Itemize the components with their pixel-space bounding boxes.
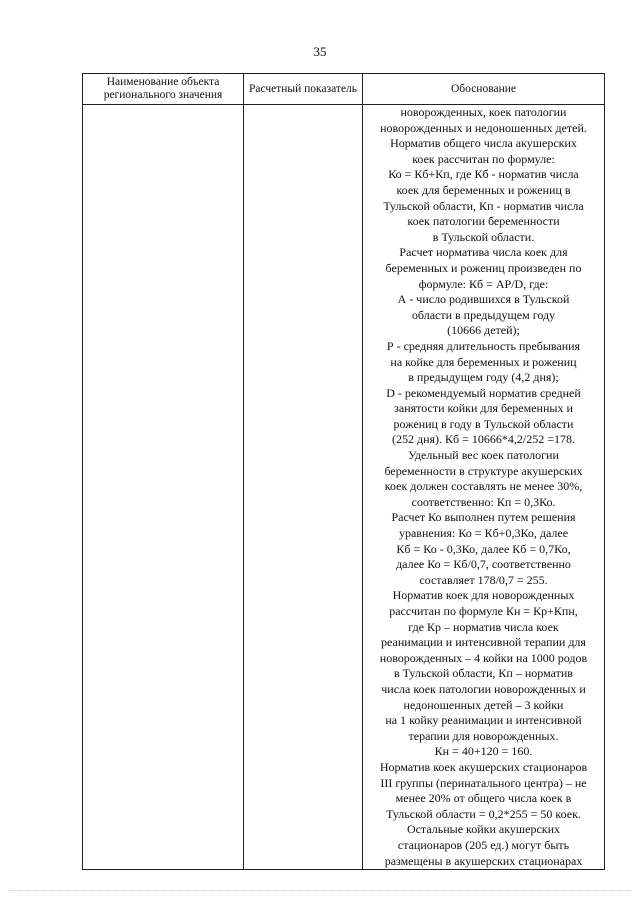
justification-line: в Тульской области. bbox=[432, 229, 535, 244]
justification-table bbox=[82, 73, 605, 870]
justification-line: реанимации и интенсивной терапии для bbox=[381, 635, 586, 650]
justification-line: формуле: Кб = АР/D, где: bbox=[418, 276, 549, 291]
justification-line: Расчет норматива числа коек для bbox=[399, 245, 568, 260]
justification-line: Ко = Кб+Кп, где Кб - норматив числа bbox=[388, 167, 579, 182]
justification-line: (252 дня). Кб = 10666*4,2/252 =178. bbox=[391, 432, 576, 447]
calculated-indicator-cell bbox=[244, 105, 363, 870]
justification-line: Удельный вес коек патологии bbox=[408, 448, 559, 463]
justification-line: коек должен составлять не менее 30%, bbox=[384, 479, 583, 494]
justification-line: Тульской области, Кп - норматив числа bbox=[383, 198, 584, 213]
justification-line: стационаров (205 ед.) могут быть bbox=[397, 837, 570, 852]
justification-line: Р - средняя длительность пребывания bbox=[386, 338, 581, 353]
justification-line: в предыдущем году (4,2 дня); bbox=[408, 370, 559, 385]
justification-line: Расчет Ко выполнен путем решения bbox=[391, 510, 576, 525]
justification-line: занятости койки для беременных и bbox=[394, 401, 573, 416]
justification-line: новорожденных – 4 койки на 1000 родов bbox=[379, 650, 588, 665]
table-row bbox=[83, 105, 605, 870]
justification-line: числа коек патологии новорожденных и bbox=[381, 681, 586, 696]
justification-line: беременных и рожениц произведен по bbox=[385, 260, 582, 275]
justification-line: недоношенных детей – 3 койки bbox=[403, 697, 564, 712]
justification-line: Тульской области = 0,2*255 = 50 коек. bbox=[386, 806, 581, 821]
justification-line: менее 20% от общего числа коек в bbox=[395, 791, 572, 806]
justification-line: рассчитан по формуле Кн = Кр+Кпн, bbox=[389, 604, 578, 618]
justification-line: Норматив общего числа акушерских bbox=[390, 136, 577, 151]
justification-line: Кб = Ко - 0,3Ко, далее Кб = 0,7Ко, bbox=[396, 541, 571, 556]
justification-cell bbox=[363, 105, 605, 870]
justification-line: коек рассчитан по формуле: bbox=[412, 151, 555, 166]
justification-line: далее Ко = Кб/0,7, соответственно bbox=[396, 557, 571, 572]
justification-line: коек для беременных и рожениц в bbox=[396, 182, 571, 197]
table-header-row bbox=[83, 74, 605, 105]
justification-line: беременности в структуре акушерских bbox=[384, 463, 583, 478]
page-number: 35 bbox=[313, 44, 327, 59]
justification-line: (10666 детей); bbox=[447, 323, 520, 338]
header-justification: Обоснование bbox=[363, 74, 605, 105]
justification-line: области в предыдущем году bbox=[411, 307, 556, 322]
justification-line: размещены в акушерских стационарах bbox=[384, 853, 583, 868]
justification-line: рожениц в году в Тульской области bbox=[393, 416, 574, 431]
justification-line: составляет 178/0,7 = 255. bbox=[419, 572, 548, 587]
header-calculated-indicator: Расчетный показатель bbox=[244, 74, 363, 105]
justification-line: на 1 койку реанимации и интенсивной bbox=[385, 713, 582, 728]
justification-line: новорожденных, коек патологии bbox=[400, 105, 567, 119]
justification-line: новорожденных и недоношенных детей. bbox=[380, 120, 587, 135]
justification-line: уравнения: Ко = Кб+0,3Ко, далее bbox=[398, 526, 569, 541]
justification-line: III группы (перинатального центра) – не bbox=[380, 775, 587, 790]
footer-divider bbox=[8, 890, 632, 891]
justification-line: Норматив коек для новорожденных bbox=[392, 588, 575, 603]
object-name-cell bbox=[83, 105, 244, 870]
justification-line: где Кр – норматив числа коек bbox=[408, 619, 559, 634]
justification-line: соответственно: Кп = 0,3Ко. bbox=[411, 494, 556, 509]
justification-line: терапии для новорожденных. bbox=[408, 728, 559, 743]
header-object-name: Наименование объекта регионального значения bbox=[83, 74, 244, 105]
justification-line: коек патологии беременности bbox=[407, 214, 560, 229]
justification-line: в Тульской области, Кп – норматив bbox=[394, 666, 573, 681]
justification-line: Норматив коек акушерских стационаров bbox=[379, 759, 588, 774]
justification-line: А - число родившихся в Тульской bbox=[397, 292, 570, 307]
justification-line: Кн = 40+120 = 160. bbox=[434, 744, 533, 759]
justification-line: Остальные койки акушерских bbox=[406, 822, 561, 837]
justification-line: на койке для беременных и рожениц bbox=[390, 354, 577, 369]
justification-line: D - рекомендуемый норматив средней bbox=[386, 385, 581, 400]
